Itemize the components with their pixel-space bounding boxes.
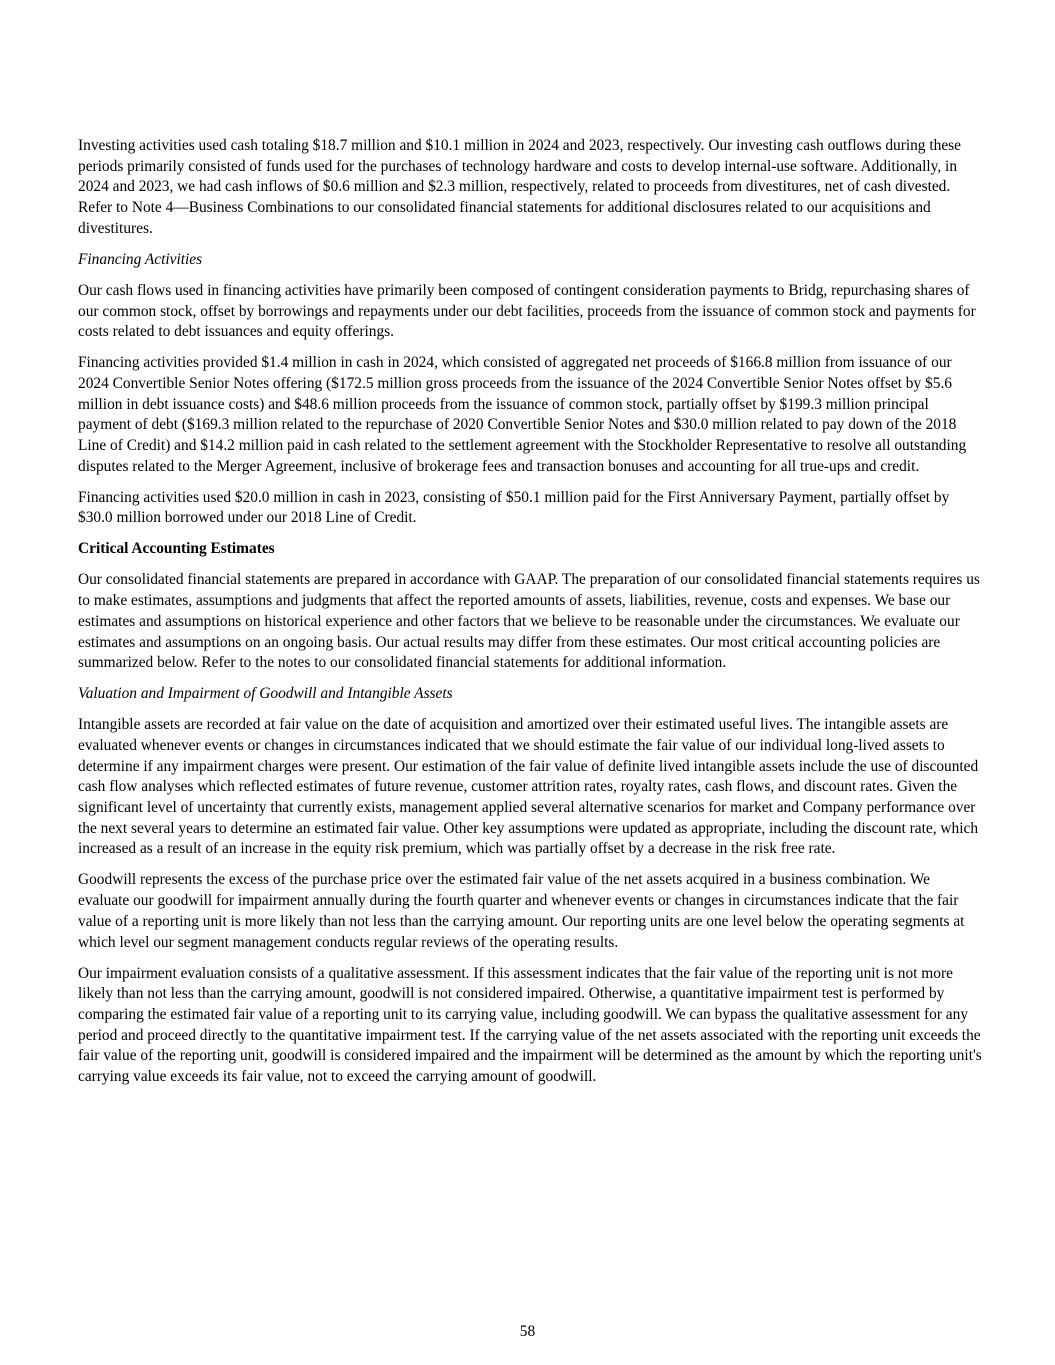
document-body bbox=[78, 136, 983, 1098]
critical-accounting-estimates-heading: Critical Accounting Estimates bbox=[78, 540, 275, 558]
financing-overview-paragraph: Our cash flows used in financing activities have primarily been composed of contingent consideration payments to Bridg, repurchasing shares of our common stock, offset by borrowings and repayments under our debt facilities, proceeds from the issuance of common stock and payments for costs related to debt issuances and equity offerings. bbox=[78, 281, 976, 341]
financing-2024-paragraph: Financing activities provided $1.4 million in cash in 2024, which consisted of aggregated net proceeds of $166.8 million from issuance of our 2024 Convertible Senior Notes offering ($172.5 million gross proceeds from the issuance of the 2024 Convertible Senior Notes offset by $5.6 million in debt issuance costs) and $48.6 million proceeds from the issuance of common stock, partially offset by $199.3 million principal payment of debt ($169.3 million related to the repurchase of 2020 Convertible Senior Notes and $30.0 million related to pay down of the 2018 Line of Credit) and $14.2 million paid in cash related to the settlement agreement with the Stockholder Representative to resolve all outstanding disputes related to the Merger Agreement, inclusive of brokerage fees and transaction bonuses and accounting for all true-ups and credit. bbox=[78, 354, 967, 475]
intangible-assets-paragraph: Intangible assets are recorded at fair value on the date of acquisition and amortized over their estimated useful lives. The intangible assets are evaluated whenever events or changes in circumstances indicated that we should estimate the fair value of our individual long-lived assets to determine if any impairment charges were present. Our estimation of the fair value of definite lived intangible assets include the use of discounted cash flow analyses which reflected estimates of future revenue, customer attrition rates, royalty rates, cash flows, and discount rates. Given the significant level of uncertainty that currently exists, management applied several alternative scenarios for market and Company performance over the next several years to determine an estimated fair value. Other key assumptions were updated as appropriate, including the discount rate, which increased as a result of an increase in the equity risk premium, which was partially offset by a decrease in the risk free rate. bbox=[78, 716, 979, 858]
impairment-evaluation-paragraph: Our impairment evaluation consists of a qualitative assessment. If this assessment indicates that the fair value of the reporting unit is not more likely than not less than the carrying amount, goodwill is not considered impaired. Otherwise, a quantitative impairment test is performed by comparing the estimated fair value of a reporting unit to its carrying value, including goodwill. We can bypass the qualitative assessment for any period and proceed directly to the quantitative impairment test. If the carrying value of the net assets associated with the reporting unit exceeds the fair value of the reporting unit, goodwill is considered impaired and the impairment will be determined as the amount by which the reporting unit's carrying value exceeds its fair value, not to exceed the carrying amount of goodwill. bbox=[78, 964, 982, 1086]
page-number: 58 bbox=[519, 1323, 536, 1340]
financing-2023-paragraph: Financing activities used $20.0 million in cash in 2023, consisting of $50.1 million paid for the First Anniversary Payment, partially offset by $30.0 million borrowed under our 2018 Line of Credit. bbox=[78, 488, 950, 527]
financing-activities-subheading: Financing Activities bbox=[78, 250, 203, 268]
goodwill-valuation-subheading: Valuation and Impairment of Goodwill and Intangible Assets bbox=[78, 685, 453, 703]
goodwill-definition-paragraph: Goodwill represents the excess of the purchase price over the estimated fair value of the net assets acquired in a business combination. We evaluate our goodwill for impairment annually during the fourth quarter and whenever events or changes in circumstances indicate that the fair value of a reporting unit is more likely than not less than the carrying amount. Our reporting units are one level below the operating segments at which level our segment management conducts regular reviews of the operating results. bbox=[78, 871, 965, 951]
investing-activities-paragraph: Investing activities used cash totaling $18.7 million and $10.1 million in 2024 and 2023, respectively. Our investing cash outflows during these periods primarily consisted of funds used for the purchases of technology hardware and costs to develop internal-use software. Additionally, in 2024 and 2023, we had cash inflows of $0.6 million and $2.3 million, respectively, related to proceeds from divestitures, net of cash divested. Refer to Note 4—Business Combinations to our consolidated financial statements for additional disclosures related to our acquisitions and divestitures. bbox=[78, 137, 961, 237]
critical-estimates-paragraph: Our consolidated financial statements are prepared in accordance with GAAP. The preparation of our consolidated financial statements requires us to make estimates, assumptions and judgments that affect the reported amounts of assets, liabilities, revenue, costs and expenses. We base our estimates and assumptions on historical experience and other factors that we believe to be reasonable under the circumstances. We evaluate our estimates and assumptions on an ongoing basis. Our actual results may differ from these estimates. Our most critical accounting policies are summarized below. Refer to the notes to our consolidated financial statements for additional information. bbox=[78, 571, 980, 672]
